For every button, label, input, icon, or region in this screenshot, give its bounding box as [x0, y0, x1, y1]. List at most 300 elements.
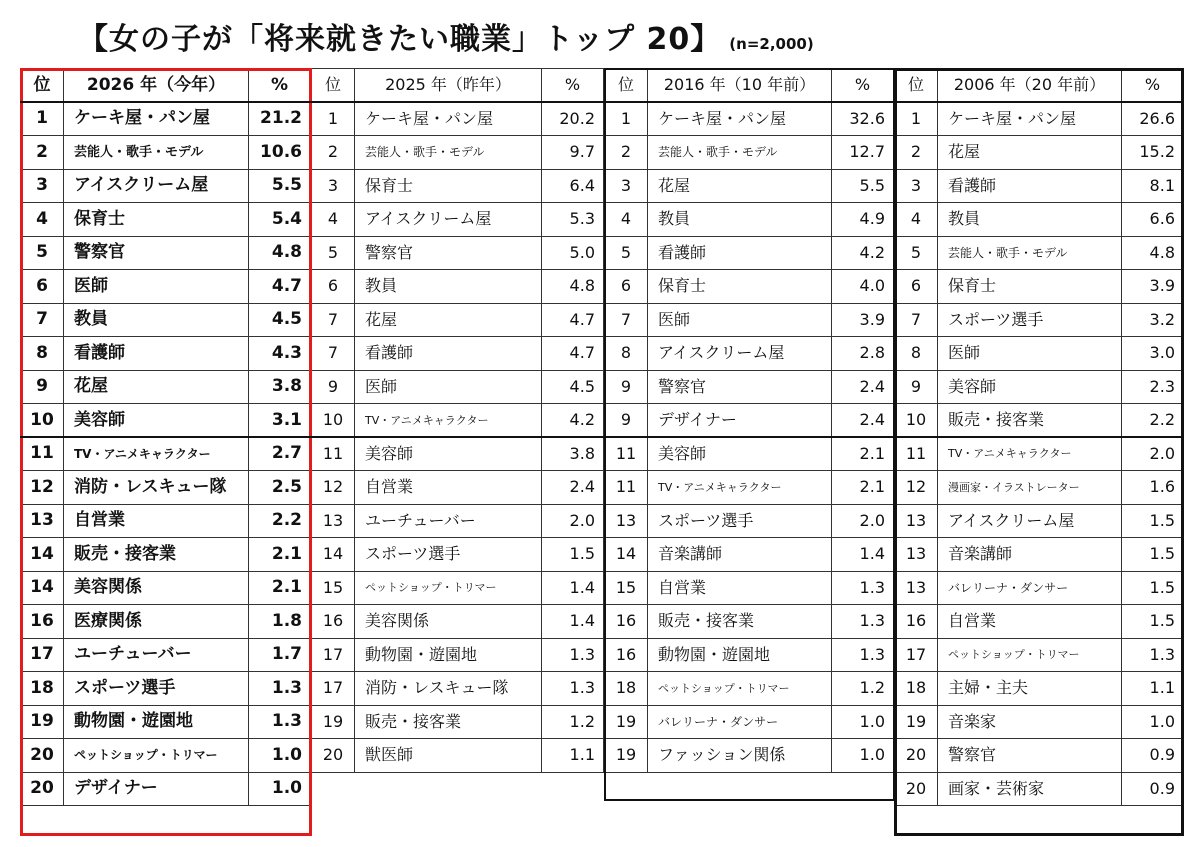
rank-cell: 3 [605, 169, 648, 203]
job-cell: 花屋 [648, 169, 832, 203]
rank-cell: 2 [21, 136, 64, 170]
rank-cell: 18 [21, 672, 64, 706]
percent-cell: 26.6 [1122, 102, 1184, 136]
job-cell: TV・アニメキャラクター [648, 471, 832, 505]
table-row [312, 303, 604, 337]
percent-cell: 4.2 [542, 404, 604, 438]
table-row [605, 437, 894, 471]
job-cell: 主婦・主夫 [938, 672, 1122, 706]
rank-cell: 13 [895, 538, 938, 572]
rank-cell: 20 [312, 739, 355, 773]
job-cell: 芸能人・歌手・モデル [648, 136, 832, 170]
table-row [605, 337, 894, 371]
percent-cell: 2.7 [249, 437, 311, 471]
rank-cell: 16 [895, 605, 938, 639]
percent-cell: 1.0 [832, 739, 894, 773]
job-cell: 獣医師 [355, 739, 542, 773]
percent-cell: 1.8 [249, 605, 311, 639]
rank-cell: 3 [312, 169, 355, 203]
job-cell: TV・アニメキャラクター [355, 404, 542, 438]
job-cell: デザイナー [648, 404, 832, 438]
job-cell: デザイナー [64, 772, 249, 806]
percent-cell: 1.3 [832, 638, 894, 672]
rank-cell: 13 [312, 504, 355, 538]
rank-cell: 1 [605, 102, 648, 136]
table-row [312, 739, 604, 773]
table-row [312, 504, 604, 538]
percent-cell: 5.5 [832, 169, 894, 203]
percent-cell: 1.4 [542, 605, 604, 639]
header-rank: 位 [605, 69, 648, 103]
table-row [605, 236, 894, 270]
percent-cell: 4.8 [1122, 236, 1184, 270]
table-row [895, 538, 1184, 572]
table-row [605, 672, 894, 706]
percent-cell: 4.7 [542, 337, 604, 371]
rank-cell: 11 [21, 437, 64, 471]
percent-cell: 3.8 [249, 370, 311, 404]
job-cell: 漫画家・イラストレーター [938, 471, 1122, 505]
table-row [895, 203, 1184, 237]
percent-cell: 1.5 [1122, 538, 1184, 572]
rank-cell: 17 [312, 638, 355, 672]
rank-cell: 4 [21, 203, 64, 237]
percent-cell: 8.1 [1122, 169, 1184, 203]
job-cell: 教員 [355, 270, 542, 304]
rank-cell: 15 [605, 571, 648, 605]
table-row [605, 136, 894, 170]
table-row [895, 102, 1184, 136]
percent-cell: 15.2 [1122, 136, 1184, 170]
job-cell: 看護師 [938, 169, 1122, 203]
rank-cell: 7 [312, 337, 355, 371]
rank-cell: 1 [312, 102, 355, 136]
title-main: 【女の子が「将来就きたい職業」トップ 20】 [78, 22, 722, 57]
rank-cell: 17 [312, 672, 355, 706]
percent-cell: 21.2 [249, 102, 311, 136]
table-row [21, 504, 311, 538]
table-row [312, 404, 604, 438]
job-cell: 看護師 [64, 337, 249, 371]
job-cell: ユーチューバー [64, 638, 249, 672]
rank-cell: 3 [21, 169, 64, 203]
percent-cell: 2.1 [249, 571, 311, 605]
percent-cell: 1.4 [542, 571, 604, 605]
rank-cell: 9 [312, 370, 355, 404]
table-row [21, 236, 311, 270]
percent-cell: 2.0 [832, 504, 894, 538]
table-row [21, 303, 311, 337]
percent-cell: 4.5 [249, 303, 311, 337]
job-cell: ペットショップ・トリマー [355, 571, 542, 605]
rank-cell: 8 [21, 337, 64, 371]
job-cell: 動物園・遊園地 [64, 705, 249, 739]
table-row [312, 136, 604, 170]
rank-cell: 17 [895, 638, 938, 672]
rank-cell: 20 [895, 739, 938, 773]
table-row [895, 169, 1184, 203]
job-cell: 音楽家 [938, 705, 1122, 739]
percent-cell: 3.9 [832, 303, 894, 337]
table-row [605, 571, 894, 605]
table-row [312, 605, 604, 639]
job-cell: TV・アニメキャラクター [64, 437, 249, 471]
percent-cell: 1.0 [832, 705, 894, 739]
job-cell: 販売・接客業 [64, 538, 249, 572]
percent-cell: 5.3 [542, 203, 604, 237]
table-row [21, 538, 311, 572]
percent-cell: 4.8 [542, 270, 604, 304]
table-row [21, 571, 311, 605]
percent-cell: 2.0 [1122, 437, 1184, 471]
percent-cell: 2.1 [832, 437, 894, 471]
job-cell: 警察官 [938, 739, 1122, 773]
table-row [895, 270, 1184, 304]
job-cell: 保育士 [648, 270, 832, 304]
rank-cell: 14 [21, 538, 64, 572]
table-row [21, 672, 311, 706]
header-percent: % [249, 69, 311, 103]
percent-cell: 4.3 [249, 337, 311, 371]
rank-cell: 11 [605, 437, 648, 471]
job-cell: 販売・接客業 [648, 605, 832, 639]
table-row [605, 303, 894, 337]
ranking-table-2016 [604, 68, 894, 773]
table-row [895, 337, 1184, 371]
job-cell: 自営業 [648, 571, 832, 605]
table-row [895, 404, 1184, 438]
rank-cell: 18 [605, 672, 648, 706]
job-cell: 看護師 [355, 337, 542, 371]
percent-cell: 4.8 [249, 236, 311, 270]
job-cell: 警察官 [355, 236, 542, 270]
percent-cell: 1.7 [249, 638, 311, 672]
table-row [312, 571, 604, 605]
table-row [605, 370, 894, 404]
percent-cell: 1.3 [542, 638, 604, 672]
rank-cell: 4 [605, 203, 648, 237]
job-cell: 美容師 [355, 437, 542, 471]
job-cell: 音楽講師 [938, 538, 1122, 572]
job-cell: 医師 [648, 303, 832, 337]
table-row [895, 605, 1184, 639]
table-row [21, 772, 311, 806]
percent-cell: 1.5 [1122, 504, 1184, 538]
job-cell: スポーツ選手 [938, 303, 1122, 337]
job-cell: 美容師 [938, 370, 1122, 404]
percent-cell: 32.6 [832, 102, 894, 136]
job-cell: 医師 [355, 370, 542, 404]
rank-cell: 4 [895, 203, 938, 237]
percent-cell: 5.5 [249, 169, 311, 203]
job-cell: アイスクリーム屋 [355, 203, 542, 237]
job-cell: 美容関係 [64, 571, 249, 605]
job-cell: 自営業 [938, 605, 1122, 639]
job-cell: ペットショップ・トリマー [64, 739, 249, 773]
percent-cell: 1.4 [832, 538, 894, 572]
top10-separator [20, 436, 1184, 438]
page-title [78, 14, 814, 60]
job-cell: ケーキ屋・パン屋 [938, 102, 1122, 136]
job-cell: 教員 [648, 203, 832, 237]
job-cell: アイスクリーム屋 [648, 337, 832, 371]
job-cell: 販売・接客業 [938, 404, 1122, 438]
job-cell: 美容師 [64, 404, 249, 438]
rank-cell: 5 [21, 236, 64, 270]
percent-cell: 0.9 [1122, 739, 1184, 773]
table-row [21, 638, 311, 672]
job-cell: バレリーナ・ダンサー [938, 571, 1122, 605]
rank-cell: 14 [21, 571, 64, 605]
rank-cell: 14 [605, 538, 648, 572]
percent-cell: 1.0 [1122, 705, 1184, 739]
percent-cell: 5.0 [542, 236, 604, 270]
percent-cell: 1.3 [249, 705, 311, 739]
table-row [605, 203, 894, 237]
percent-cell: 1.5 [1122, 605, 1184, 639]
percent-cell: 6.4 [542, 169, 604, 203]
rank-cell: 6 [312, 270, 355, 304]
rank-cell: 18 [895, 672, 938, 706]
header-percent: % [542, 69, 604, 103]
percent-cell: 1.3 [1122, 638, 1184, 672]
job-cell: 医師 [938, 337, 1122, 371]
job-cell: 消防・レスキュー隊 [355, 672, 542, 706]
percent-cell: 4.2 [832, 236, 894, 270]
rank-cell: 19 [312, 705, 355, 739]
job-cell: 花屋 [355, 303, 542, 337]
header-separator [20, 101, 1184, 103]
job-cell: ペットショップ・トリマー [938, 638, 1122, 672]
job-cell: TV・アニメキャラクター [938, 437, 1122, 471]
table-row [895, 672, 1184, 706]
table-row [895, 504, 1184, 538]
table-row [312, 337, 604, 371]
job-cell: スポーツ選手 [355, 538, 542, 572]
rank-cell: 20 [21, 772, 64, 806]
rank-cell: 9 [605, 404, 648, 438]
header-year: 2016 年（10 年前） [648, 69, 832, 103]
percent-cell: 20.2 [542, 102, 604, 136]
job-cell: 芸能人・歌手・モデル [355, 136, 542, 170]
percent-cell: 1.2 [542, 705, 604, 739]
rank-cell: 1 [21, 102, 64, 136]
job-cell: 医師 [64, 270, 249, 304]
table-row [312, 705, 604, 739]
table-row [605, 270, 894, 304]
rank-cell: 10 [21, 404, 64, 438]
percent-cell: 1.6 [1122, 471, 1184, 505]
percent-cell: 2.4 [832, 370, 894, 404]
job-cell: 花屋 [64, 370, 249, 404]
rank-cell: 17 [21, 638, 64, 672]
rank-cell: 13 [605, 504, 648, 538]
sample-size: (n=2,000) [729, 35, 814, 53]
table-row [21, 169, 311, 203]
job-cell: 芸能人・歌手・モデル [938, 236, 1122, 270]
percent-cell: 12.7 [832, 136, 894, 170]
rank-cell: 13 [895, 504, 938, 538]
job-cell: 医療関係 [64, 605, 249, 639]
rank-cell: 11 [605, 471, 648, 505]
rank-cell: 19 [605, 739, 648, 773]
table-row [605, 605, 894, 639]
rank-cell: 2 [895, 136, 938, 170]
percent-cell: 1.0 [249, 772, 311, 806]
rank-cell: 12 [312, 471, 355, 505]
rank-cell: 11 [312, 437, 355, 471]
table-row [895, 370, 1184, 404]
rank-cell: 8 [895, 337, 938, 371]
job-cell: 花屋 [938, 136, 1122, 170]
job-cell: 美容関係 [355, 605, 542, 639]
rank-cell: 2 [605, 136, 648, 170]
rank-cell: 20 [895, 772, 938, 806]
header-year: 2006 年（20 年前） [938, 69, 1122, 103]
rank-cell: 5 [312, 236, 355, 270]
job-cell: ケーキ屋・パン屋 [64, 102, 249, 136]
percent-cell: 4.5 [542, 370, 604, 404]
job-cell: 音楽講師 [648, 538, 832, 572]
percent-cell: 3.8 [542, 437, 604, 471]
rank-cell: 7 [895, 303, 938, 337]
rank-cell: 16 [21, 605, 64, 639]
table-row [605, 538, 894, 572]
rank-cell: 10 [895, 404, 938, 438]
header-rank: 位 [312, 69, 355, 103]
table-row [605, 739, 894, 773]
table-row [21, 437, 311, 471]
percent-cell: 5.4 [249, 203, 311, 237]
table-row [895, 739, 1184, 773]
job-cell: 画家・芸術家 [938, 772, 1122, 806]
percent-cell: 2.8 [832, 337, 894, 371]
table-row [895, 705, 1184, 739]
rank-cell: 9 [21, 370, 64, 404]
rank-cell: 13 [21, 504, 64, 538]
table-row [21, 102, 311, 136]
rank-cell: 9 [605, 370, 648, 404]
job-cell: 警察官 [648, 370, 832, 404]
rank-cell: 7 [21, 303, 64, 337]
percent-cell: 1.3 [832, 605, 894, 639]
job-cell: 自営業 [64, 504, 249, 538]
rank-cell: 6 [895, 270, 938, 304]
job-cell: 保育士 [938, 270, 1122, 304]
percent-cell: 1.3 [832, 571, 894, 605]
table-row [895, 772, 1184, 806]
job-cell: 保育士 [64, 203, 249, 237]
job-cell: 保育士 [355, 169, 542, 203]
rank-cell: 2 [312, 136, 355, 170]
table-row [21, 605, 311, 639]
table-header-row [312, 69, 604, 103]
job-cell: 販売・接客業 [355, 705, 542, 739]
header-year: 2026 年（今年） [64, 69, 249, 103]
job-cell: 動物園・遊園地 [648, 638, 832, 672]
header-percent: % [1122, 69, 1184, 103]
table-row [21, 404, 311, 438]
job-cell: 美容師 [648, 437, 832, 471]
header-rank: 位 [895, 69, 938, 103]
rank-cell: 7 [312, 303, 355, 337]
table-row [21, 471, 311, 505]
percent-cell: 3.2 [1122, 303, 1184, 337]
rank-cell: 19 [605, 705, 648, 739]
rank-cell: 5 [605, 236, 648, 270]
table-row [312, 270, 604, 304]
percent-cell: 2.4 [832, 404, 894, 438]
percent-cell: 1.3 [542, 672, 604, 706]
table-row [895, 136, 1184, 170]
job-cell: 動物園・遊園地 [355, 638, 542, 672]
table-row [312, 638, 604, 672]
header-rank: 位 [21, 69, 64, 103]
job-cell: スポーツ選手 [648, 504, 832, 538]
job-cell: 自営業 [355, 471, 542, 505]
percent-cell: 2.4 [542, 471, 604, 505]
table-row [895, 571, 1184, 605]
percent-cell: 1.0 [249, 739, 311, 773]
rank-cell: 13 [895, 571, 938, 605]
rank-cell: 12 [21, 471, 64, 505]
table-row [312, 203, 604, 237]
percent-cell: 2.0 [542, 504, 604, 538]
rank-cell: 15 [312, 571, 355, 605]
header-year: 2025 年（昨年） [355, 69, 542, 103]
rank-cell: 16 [605, 605, 648, 639]
percent-cell: 0.9 [1122, 772, 1184, 806]
percent-cell: 2.2 [1122, 404, 1184, 438]
table-row [605, 102, 894, 136]
job-cell: アイスクリーム屋 [938, 504, 1122, 538]
rank-cell: 8 [605, 337, 648, 371]
percent-cell: 1.1 [542, 739, 604, 773]
rank-cell: 3 [895, 169, 938, 203]
table-row [312, 236, 604, 270]
table-row [895, 303, 1184, 337]
rank-cell: 20 [21, 739, 64, 773]
table-row [312, 538, 604, 572]
rank-cell: 9 [895, 370, 938, 404]
job-cell: ペットショップ・トリマー [648, 672, 832, 706]
table-row [895, 437, 1184, 471]
percent-cell: 3.1 [249, 404, 311, 438]
percent-cell: 2.2 [249, 504, 311, 538]
job-cell: 消防・レスキュー隊 [64, 471, 249, 505]
job-cell: ファッション関係 [648, 739, 832, 773]
percent-cell: 6.6 [1122, 203, 1184, 237]
table-row [605, 638, 894, 672]
job-cell: スポーツ選手 [64, 672, 249, 706]
percent-cell: 2.1 [249, 538, 311, 572]
percent-cell: 4.9 [832, 203, 894, 237]
table-row [312, 102, 604, 136]
table-header-row [605, 69, 894, 103]
job-cell: ケーキ屋・パン屋 [648, 102, 832, 136]
table-row [605, 169, 894, 203]
percent-cell: 10.6 [249, 136, 311, 170]
table-row [21, 337, 311, 371]
job-cell: アイスクリーム屋 [64, 169, 249, 203]
rank-cell: 16 [605, 638, 648, 672]
percent-cell: 1.2 [832, 672, 894, 706]
percent-cell: 1.1 [1122, 672, 1184, 706]
table-row [605, 504, 894, 538]
percent-cell: 1.3 [249, 672, 311, 706]
job-cell: 教員 [938, 203, 1122, 237]
table-row [312, 370, 604, 404]
